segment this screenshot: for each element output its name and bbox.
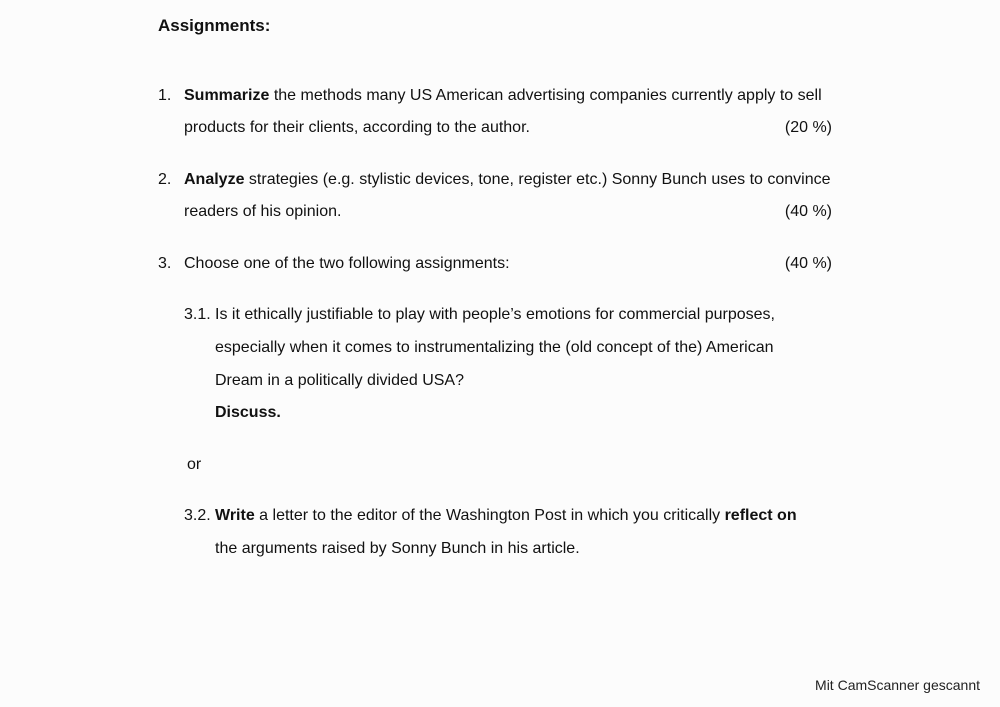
sub-3-1-line-2: especially when it comes to instrumentalizing the (old concept of the) American bbox=[215, 339, 774, 356]
item-2-weight: (40 %) bbox=[784, 203, 832, 220]
item-1-verb: Summarize bbox=[184, 87, 270, 104]
item-2-number: 2. bbox=[158, 171, 172, 188]
sub-3-1-number: 3.1. bbox=[184, 306, 211, 323]
sub-3-2-text: a letter to the editor of the Washington Post in which you critically bbox=[254, 507, 725, 524]
sub-3-2-verb: Write bbox=[215, 507, 255, 524]
camscanner-watermark: Mit CamScanner gescannt bbox=[815, 677, 980, 693]
or-separator: or bbox=[187, 456, 202, 473]
item-2-text: strategies (e.g. stylistic devices, tone, register etc.) Sonny Bunch uses to convince bbox=[244, 171, 831, 188]
sub-3-2-verb-2: reflect on bbox=[724, 507, 797, 524]
item-2-verb: Analyze bbox=[184, 171, 245, 188]
item-3-number: 3. bbox=[158, 255, 172, 272]
item-2-line-1 bbox=[184, 170, 831, 190]
sub-3-2-line-1 bbox=[215, 506, 797, 526]
assignments-heading: Assignments: bbox=[158, 16, 271, 35]
item-3-line-1: Choose one of the two following assignments: bbox=[184, 255, 510, 272]
sub-3-1-line-3: Dream in a politically divided USA? bbox=[215, 372, 464, 389]
item-3-weight: (40 %) bbox=[784, 255, 832, 272]
sub-3-2-line-2: the arguments raised by Sonny Bunch in his article. bbox=[215, 540, 580, 557]
item-1-line-2: products for their clients, according to the author. bbox=[184, 119, 530, 136]
sub-3-2-number: 3.2. bbox=[184, 507, 211, 524]
sub-3-1-discuss: Discuss. bbox=[215, 404, 281, 421]
item-1-weight: (20 %) bbox=[784, 119, 832, 136]
item-2-line-2: readers of his opinion. bbox=[184, 203, 342, 220]
sub-3-1-line-1: Is it ethically justifiable to play with people’s emotions for commercial purposes, bbox=[215, 306, 775, 323]
item-1-number: 1. bbox=[158, 87, 172, 104]
item-1-text: the methods many US American advertising companies currently apply to sell bbox=[269, 87, 822, 104]
item-1-line-1 bbox=[184, 86, 822, 106]
